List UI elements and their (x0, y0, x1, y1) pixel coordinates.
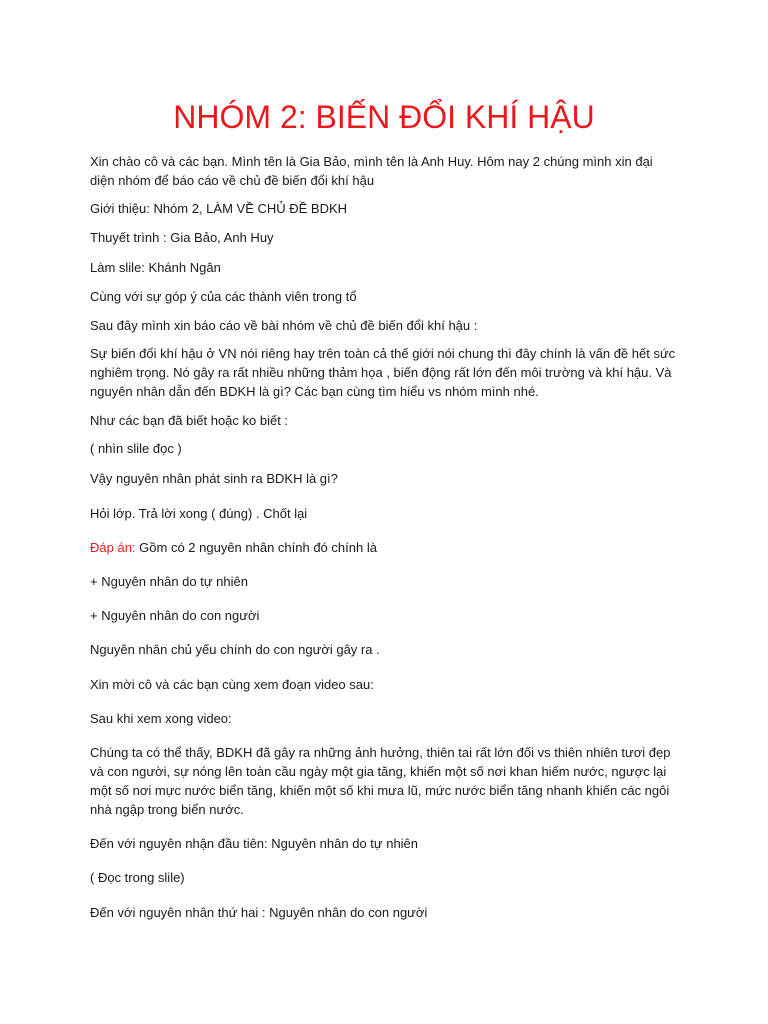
paragraph-second-cause: Đến với nguyên nhân thứ hai : Nguyên nhân do con người (90, 905, 428, 920)
paragraph-read-slide: ( nhìn slile đọc ) (90, 441, 182, 456)
paragraph-as-you-know: Như các bạn đã biết hoặc ko biết : (90, 413, 289, 428)
paragraph-read-slide-2: ( Đọc trong slile) (90, 870, 185, 885)
document-title: NHÓM 2: BIẾN ĐỔI KHÍ HẬU (173, 99, 595, 135)
paragraph-introduction: Giới thiệu: Nhóm 2, LÀM VỀ CHỦ ĐỀ BDKH (90, 201, 348, 216)
answer-label: Đáp án: (90, 540, 136, 555)
paragraph-answer (90, 538, 680, 557)
paragraph-natural-cause: + Nguyên nhân do tự nhiên (90, 574, 248, 589)
paragraph-ask-class: Hỏi lớp. Trả lời xong ( đúng) . Chốt lại (90, 506, 308, 521)
paragraph-after-video: Sau khi xem xong video: (90, 711, 232, 726)
paragraph-contributors: Cùng với sự góp ý của các thành viên trong tổ (90, 289, 357, 304)
paragraph-human-cause: + Nguyên nhân do con người (90, 608, 260, 623)
paragraph-first-cause: Đến với nguyên nhận đầu tiên: Nguyên nhân do tự nhiên (90, 836, 419, 851)
paragraph-watch-video: Xin mời cô và các bạn cùng xem đoạn video sau: (90, 677, 374, 692)
paragraph-greeting: Xin chào cô và các bạn. Mình tên là Gia Bảo, mình tên là Anh Huy. Hôm nay 2 chúng mình xin đại diện nhóm để báo cáo về chủ đề biến đổi khí hậu (90, 154, 653, 188)
paragraph-main-cause: Nguyên nhân chủ yếu chính do con người gây ra . (90, 642, 380, 657)
paragraph-report-intro: Sau đây mình xin báo cáo về bài nhóm về chủ đề biến đổi khí hậu : (90, 318, 478, 333)
paragraph-climate-problem: Sự biến đổi khí hậu ở VN nói riêng hay trên toàn cả thế giới nói chung thì đây chính là vấn đề hết sức nghiêm trọng. Nó gây ra rất nhiều những thảm họa , biến động rất lớn đến môi trường và khí hậu. Và nguyên nhân dẫn đến BDKH là gì? Các bạn cùng tìm hiểu vs nhóm mình nhé. (90, 346, 676, 399)
paragraph-presenters: Thuyết trình : Gia Bảo, Anh Huy (90, 230, 274, 245)
answer-text: Gồm có 2 nguyên nhân chính đó chính là (135, 540, 377, 555)
paragraph-effects: Chúng ta có thể thấy, BDKH đã gây ra những ảnh hưởng, thiên tai rất lớn đối vs thiên nhiên tươi đẹp và con người, sự nóng lên toàn cầu ngày một gia tăng, khiến một số nơi khan hiếm nước, ngược lại một số nơi mực nước biển tăng, khiến một số khi mưa lũ, mức nước biển tăng nhanh khiến các ngôi nhà ngập trong biển nước. (90, 745, 671, 817)
paragraph-cause-question: Vậy nguyên nhân phát sinh ra BDKH là gì? (90, 471, 338, 486)
paragraph-slide-maker: Làm slile: Khánh Ngân (90, 260, 221, 275)
